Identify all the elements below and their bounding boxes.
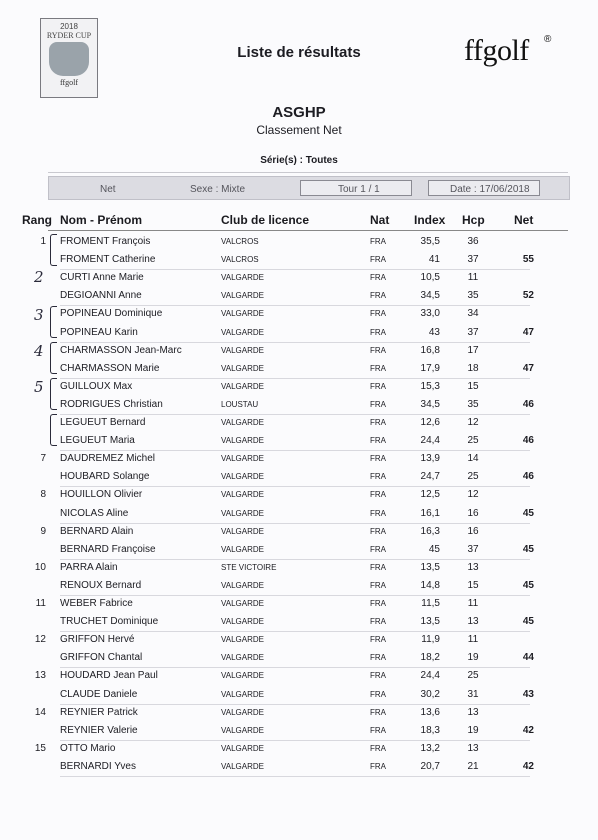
table-row bbox=[0, 432, 598, 450]
nat-cell: FRA bbox=[370, 237, 386, 246]
nat-cell: FRA bbox=[370, 761, 386, 771]
player-name: CHARMASSON Marie bbox=[60, 362, 160, 374]
club-cell: VALGARDE bbox=[221, 707, 264, 717]
document-title: Liste de résultats bbox=[237, 44, 361, 61]
hcp-cell: 15 bbox=[467, 380, 479, 392]
index-cell: 18,3 bbox=[420, 724, 440, 736]
player-name: HOUILLON Olivier bbox=[60, 489, 143, 501]
hcp-cell: 11 bbox=[467, 272, 479, 284]
hcp-cell: 25 bbox=[467, 435, 479, 447]
hcp-cell: 12 bbox=[467, 489, 479, 501]
nat-cell: FRA bbox=[370, 255, 386, 265]
table-row bbox=[0, 559, 598, 577]
club-cell: VALGARDE bbox=[221, 490, 264, 500]
filter-date: Date : 17/06/2018 bbox=[450, 184, 530, 195]
index-cell: 16,3 bbox=[420, 525, 440, 537]
club-cell: VALGARDE bbox=[221, 743, 264, 753]
hcp-cell: 14 bbox=[467, 453, 479, 465]
index-cell: 34,5 bbox=[420, 290, 440, 302]
net-score: 45 bbox=[522, 579, 534, 591]
nat-cell: FRA bbox=[370, 526, 386, 536]
nat-cell: FRA bbox=[370, 291, 386, 301]
index-cell: 11,5 bbox=[421, 598, 440, 609]
net-score: 46 bbox=[522, 471, 534, 483]
table-row bbox=[0, 342, 598, 360]
nat-cell: FRA bbox=[370, 580, 386, 590]
nat-cell: FRA bbox=[370, 472, 386, 482]
club-cell: VALGARDE bbox=[221, 725, 264, 735]
table-row bbox=[0, 486, 598, 504]
table-row bbox=[0, 613, 598, 631]
net-score: 44 bbox=[522, 652, 534, 664]
divider bbox=[48, 172, 568, 173]
club-cell: VALGARDE bbox=[221, 653, 264, 663]
player-name: TRUCHET Dominique bbox=[60, 616, 159, 628]
index-cell: 16,1 bbox=[420, 507, 440, 519]
club-cell: VALGARDE bbox=[221, 345, 264, 355]
index-cell: 15,3 bbox=[420, 380, 440, 392]
header-divider bbox=[48, 230, 568, 231]
hcp-cell: 13 bbox=[467, 616, 479, 628]
player-name: FROMENT François bbox=[60, 236, 151, 247]
nat-cell: FRA bbox=[370, 725, 386, 735]
player-name: NICOLAS Aline bbox=[60, 507, 129, 519]
rank-cell: 7 bbox=[40, 453, 46, 465]
hcp-cell: 35 bbox=[467, 398, 479, 410]
index-cell: 11,9 bbox=[421, 634, 440, 646]
nat-cell: FRA bbox=[370, 381, 386, 391]
club-cell: VALGARDE bbox=[221, 599, 264, 608]
index-cell: 24,4 bbox=[420, 670, 440, 682]
hcp-cell: 13 bbox=[467, 706, 479, 718]
index-cell: 13,5 bbox=[420, 616, 440, 628]
logo-year: 2018 bbox=[60, 22, 78, 31]
club-cell: VALGARDE bbox=[221, 617, 264, 627]
table-row bbox=[0, 704, 598, 722]
table-row bbox=[0, 233, 598, 251]
index-cell: 35,5 bbox=[420, 236, 440, 247]
hcp-cell: 37 bbox=[467, 254, 479, 266]
index-cell: 12,5 bbox=[420, 489, 440, 501]
col-hcp: Hcp bbox=[462, 213, 485, 227]
index-cell: 12,6 bbox=[420, 417, 440, 428]
hcp-cell: 15 bbox=[467, 579, 479, 591]
rank-cell: 13 bbox=[34, 670, 46, 682]
hcp-cell: 25 bbox=[467, 670, 479, 682]
nat-cell: FRA bbox=[370, 363, 386, 373]
table-row bbox=[0, 649, 598, 667]
club-cell: VALCROS bbox=[221, 255, 259, 265]
nat-cell: FRA bbox=[370, 418, 386, 427]
index-cell: 30,2 bbox=[420, 688, 440, 700]
hcp-cell: 37 bbox=[467, 326, 479, 338]
club-cell: VALGARDE bbox=[221, 671, 264, 681]
player-name: DAUDREMEZ Michel bbox=[60, 453, 156, 465]
row-divider bbox=[60, 776, 530, 777]
player-name: BERNARD Alain bbox=[60, 525, 134, 537]
hcp-cell: 19 bbox=[467, 652, 479, 664]
club-cell: VALGARDE bbox=[221, 327, 264, 337]
handwritten-rank: 2 bbox=[34, 268, 44, 286]
player-name: WEBER Fabrice bbox=[60, 598, 133, 609]
player-name: GRIFFON Hervé bbox=[60, 634, 135, 646]
rank-cell: 14 bbox=[34, 706, 46, 718]
net-score: 43 bbox=[522, 688, 534, 700]
handwritten-bracket bbox=[50, 342, 57, 374]
table-row bbox=[0, 541, 598, 559]
club-cell: VALGARDE bbox=[221, 436, 264, 446]
net-score: 46 bbox=[522, 435, 534, 447]
col-club: Club de licence bbox=[221, 213, 310, 227]
club-cell: VALGARDE bbox=[221, 635, 264, 645]
club-cell: VALGARDE bbox=[221, 418, 264, 427]
table-row bbox=[0, 414, 598, 432]
logo-ffgolf: ffgolf bbox=[59, 78, 79, 87]
club-cell: VALGARDE bbox=[221, 381, 264, 391]
rank-cell: 12 bbox=[34, 634, 46, 646]
club-cell: VALGARDE bbox=[221, 526, 264, 536]
rank-cell: 11 bbox=[35, 598, 46, 609]
col-rang: Rang bbox=[22, 213, 52, 227]
player-name: HOUDARD Jean Paul bbox=[60, 670, 158, 682]
nat-cell: FRA bbox=[370, 345, 386, 355]
filter-sexe: Sexe : Mixte bbox=[190, 184, 246, 195]
club-cell: VALCROS bbox=[221, 237, 259, 246]
rank-cell: 10 bbox=[34, 561, 46, 573]
hcp-cell: 37 bbox=[467, 543, 479, 555]
nat-cell: FRA bbox=[370, 508, 386, 518]
player-name: RODRIGUES Christian bbox=[60, 398, 163, 410]
table-row bbox=[0, 378, 598, 396]
player-name: FROMENT Catherine bbox=[60, 254, 156, 266]
hcp-cell: 21 bbox=[467, 760, 479, 772]
net-score: 45 bbox=[522, 616, 534, 628]
nat-cell: FRA bbox=[370, 436, 386, 446]
index-cell: 43 bbox=[428, 326, 440, 338]
net-score: 45 bbox=[522, 507, 534, 519]
table-row bbox=[0, 505, 598, 523]
table-row bbox=[0, 450, 598, 468]
player-name: REYNIER Valerie bbox=[60, 724, 138, 736]
table-row bbox=[0, 758, 598, 776]
hcp-cell: 13 bbox=[467, 561, 479, 573]
index-cell: 13,6 bbox=[420, 706, 440, 718]
table-row bbox=[0, 577, 598, 595]
ffgolf-brand: ffgolf bbox=[464, 34, 529, 67]
handwritten-rank: 3 bbox=[34, 306, 44, 324]
club-cell: VALGARDE bbox=[221, 291, 264, 301]
table-row bbox=[0, 360, 598, 378]
club-cell: VALGARDE bbox=[221, 273, 264, 283]
net-score: 42 bbox=[522, 724, 534, 736]
index-cell: 41 bbox=[428, 254, 440, 266]
index-cell: 13,2 bbox=[420, 742, 440, 754]
nat-cell: FRA bbox=[370, 544, 386, 554]
player-name: GUILLOUX Max bbox=[60, 380, 133, 392]
club-cell: VALGARDE bbox=[221, 508, 264, 518]
club-cell: VALGARDE bbox=[221, 689, 264, 699]
hcp-cell: 25 bbox=[467, 471, 479, 483]
registered-mark: ® bbox=[544, 34, 552, 45]
nat-cell: FRA bbox=[370, 273, 386, 283]
club-cell: VALGARDE bbox=[221, 309, 264, 319]
net-score: 52 bbox=[522, 290, 534, 302]
handwritten-bracket bbox=[50, 306, 57, 338]
net-score: 46 bbox=[522, 398, 534, 410]
nat-cell: FRA bbox=[370, 653, 386, 663]
hcp-cell: 12 bbox=[467, 417, 479, 428]
rank-cell: 8 bbox=[40, 489, 46, 501]
player-name: CHARMASSON Jean-Marc bbox=[60, 344, 182, 356]
index-cell: 34,5 bbox=[420, 398, 440, 410]
table-row bbox=[0, 287, 598, 305]
nat-cell: FRA bbox=[370, 707, 386, 717]
col-index: Index bbox=[414, 213, 446, 227]
table-row bbox=[0, 686, 598, 704]
table-row bbox=[0, 631, 598, 649]
club-cell: VALGARDE bbox=[221, 761, 264, 771]
nat-cell: FRA bbox=[370, 309, 386, 319]
logo-text: RYDER CUP bbox=[46, 31, 92, 40]
index-cell: 10,5 bbox=[420, 272, 440, 284]
index-cell: 20,7 bbox=[420, 760, 440, 772]
net-score: 55 bbox=[522, 254, 534, 266]
filter-tour: Tour 1 / 1 bbox=[338, 184, 380, 195]
hcp-cell: 11 bbox=[467, 598, 479, 609]
index-cell: 13,5 bbox=[420, 561, 440, 573]
player-name: CURTI Anne Marie bbox=[60, 272, 144, 284]
table-row bbox=[0, 667, 598, 685]
hcp-cell: 16 bbox=[467, 525, 479, 537]
net-score: 42 bbox=[522, 760, 534, 772]
club-cell: STE VICTOIRE bbox=[221, 562, 277, 572]
rank-cell: 9 bbox=[40, 525, 46, 537]
nat-cell: FRA bbox=[370, 490, 386, 500]
club-cell: LOUSTAU bbox=[221, 399, 259, 409]
player-name: DEGIOANNI Anne bbox=[60, 290, 142, 302]
hcp-cell: 11 bbox=[467, 634, 479, 646]
handwritten-rank: 5 bbox=[34, 378, 44, 396]
hcp-cell: 13 bbox=[467, 742, 479, 754]
table-row bbox=[0, 523, 598, 541]
nat-cell: FRA bbox=[370, 562, 386, 572]
index-cell: 13,9 bbox=[420, 453, 440, 465]
rank-cell: 15 bbox=[34, 742, 46, 754]
index-cell: 16,8 bbox=[420, 344, 440, 356]
table-row bbox=[0, 269, 598, 287]
player-name: BERNARD Françoise bbox=[60, 543, 156, 555]
index-cell: 33,0 bbox=[420, 308, 440, 320]
player-name: POPINEAU Karin bbox=[60, 326, 138, 338]
player-name: BERNARDI Yves bbox=[60, 760, 136, 772]
nat-cell: FRA bbox=[370, 599, 386, 608]
player-name: HOUBARD Solange bbox=[60, 471, 150, 483]
player-name: LEGUEUT Maria bbox=[60, 435, 135, 447]
club-cell: VALGARDE bbox=[221, 544, 264, 554]
nat-cell: FRA bbox=[370, 635, 386, 645]
hcp-cell: 18 bbox=[467, 362, 479, 374]
classement-type: Classement Net bbox=[256, 123, 342, 137]
index-cell: 24,7 bbox=[420, 471, 440, 483]
hcp-cell: 17 bbox=[467, 344, 479, 356]
table-row bbox=[0, 722, 598, 740]
net-score: 45 bbox=[522, 543, 534, 555]
club-name: ASGHP bbox=[272, 104, 326, 121]
table-row bbox=[0, 324, 598, 342]
hcp-cell: 35 bbox=[467, 290, 479, 302]
player-name: REYNIER Patrick bbox=[60, 706, 138, 718]
player-name: OTTO Mario bbox=[60, 742, 116, 754]
nat-cell: FRA bbox=[370, 689, 386, 699]
filter-type: Net bbox=[100, 184, 116, 195]
handwritten-bracket bbox=[50, 378, 57, 410]
handwritten-bracket bbox=[50, 234, 57, 266]
nat-cell: FRA bbox=[370, 454, 386, 464]
nat-cell: FRA bbox=[370, 617, 386, 627]
index-cell: 24,4 bbox=[420, 435, 440, 447]
nat-cell: FRA bbox=[370, 327, 386, 337]
col-net: Net bbox=[514, 213, 534, 227]
player-name: POPINEAU Dominique bbox=[60, 308, 163, 320]
index-cell: 17,9 bbox=[420, 362, 440, 374]
nat-cell: FRA bbox=[370, 671, 386, 681]
table-row bbox=[0, 468, 598, 486]
player-name: LEGUEUT Bernard bbox=[60, 417, 146, 428]
handwritten-rank: 4 bbox=[34, 342, 44, 360]
player-name: CLAUDE Daniele bbox=[60, 688, 138, 700]
hcp-cell: 16 bbox=[467, 507, 479, 519]
rank-cell: 1 bbox=[40, 236, 46, 247]
hcp-cell: 31 bbox=[467, 688, 479, 700]
nat-cell: FRA bbox=[370, 743, 386, 753]
player-name: RENOUX Bernard bbox=[60, 579, 142, 591]
hcp-cell: 19 bbox=[467, 724, 479, 736]
handwritten-bracket bbox=[50, 414, 57, 446]
net-score: 47 bbox=[522, 326, 534, 338]
club-cell: VALGARDE bbox=[221, 580, 264, 590]
club-cell: VALGARDE bbox=[221, 454, 264, 464]
table-row bbox=[0, 305, 598, 323]
table-row bbox=[0, 740, 598, 758]
index-cell: 45 bbox=[428, 543, 440, 555]
col-nat: Nat bbox=[370, 213, 390, 227]
table-row bbox=[0, 251, 598, 269]
nat-cell: FRA bbox=[370, 399, 386, 409]
club-cell: VALGARDE bbox=[221, 363, 264, 373]
hcp-cell: 34 bbox=[467, 308, 479, 320]
club-cell: VALGARDE bbox=[221, 472, 264, 482]
player-name: GRIFFON Chantal bbox=[60, 652, 143, 664]
col-nom: Nom - Prénom bbox=[60, 213, 143, 227]
hcp-cell: 36 bbox=[467, 236, 479, 247]
net-score: 47 bbox=[522, 362, 534, 374]
player-name: PARRA Alain bbox=[60, 561, 118, 573]
table-row bbox=[0, 595, 598, 613]
series-label: Série(s) : Toutes bbox=[260, 155, 338, 166]
table-row bbox=[0, 396, 598, 414]
index-cell: 14,8 bbox=[420, 579, 440, 591]
index-cell: 18,2 bbox=[420, 652, 440, 664]
